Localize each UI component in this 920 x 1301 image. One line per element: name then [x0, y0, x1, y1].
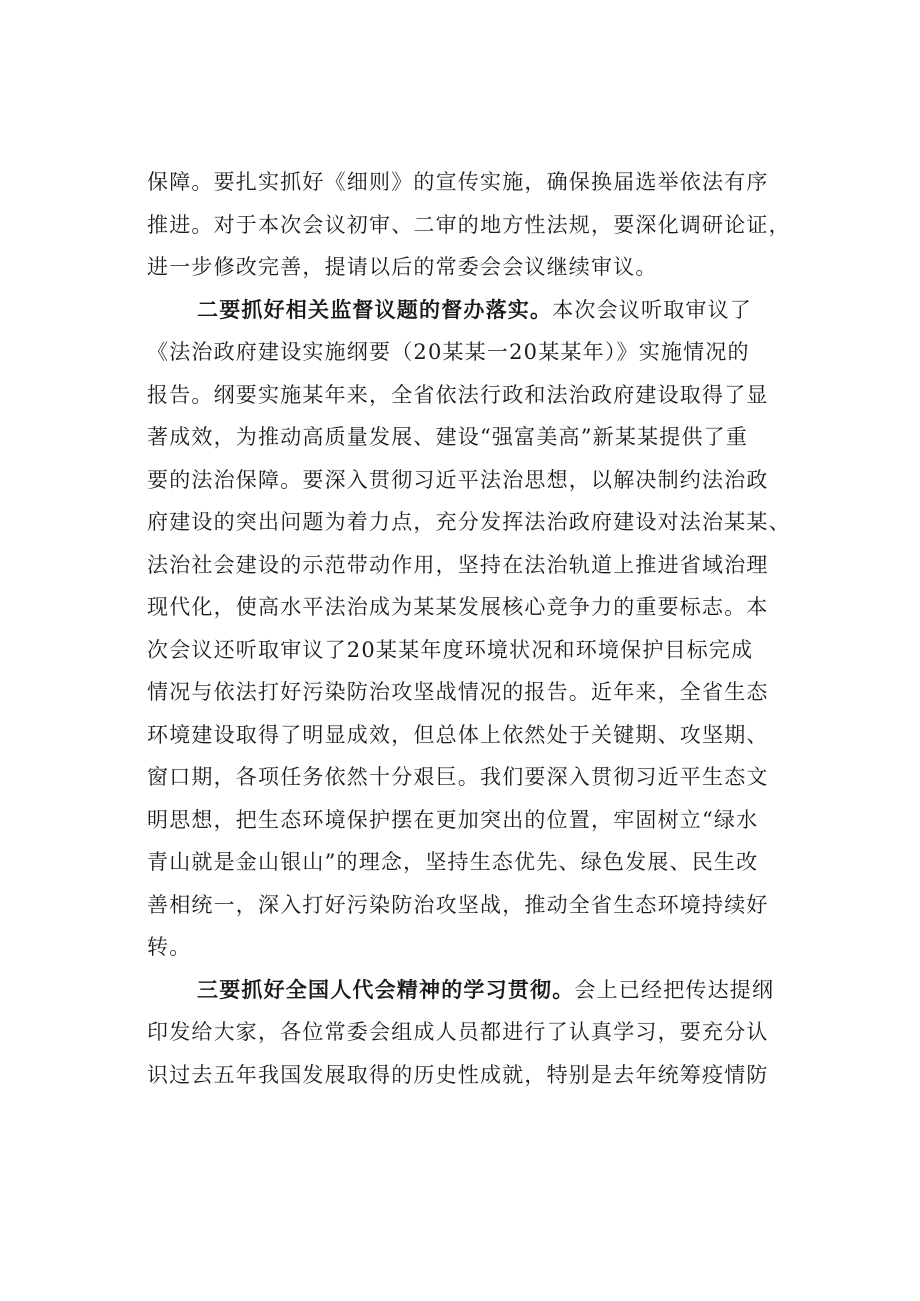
text-line: [147, 969, 807, 1012]
paragraph: [147, 161, 807, 289]
text-line: 著成效，为推动高质量发展、建设“强富美高”新某某提供了重: [147, 425, 749, 449]
text-line: 现代化，使高水平法治成为某某发展核心竞争力的重要标志。本: [147, 595, 769, 619]
paragraph-heading: 三要抓好全国人代会精神的学习贯彻。: [197, 976, 575, 1002]
document-body: [147, 161, 807, 1096]
text-line: 识过去五年我国发展取得的历史性成就，特别是去年统筹疫情防: [147, 1062, 769, 1087]
paragraph-heading: 二要抓好相关监督议题的督办落实。: [197, 296, 553, 322]
text-line: 报告。纲要实施某年来，全省依法行政和法治政府建设取得了显: [147, 382, 769, 407]
paragraph: [147, 289, 807, 969]
text-line: 青山就是金山银山”的理念，坚持生态优先、绿色发展、民生改: [147, 850, 759, 874]
text-run: 会上已经把传达提纲: [574, 977, 775, 1002]
text-line: 善相统一，深入打好污染防治攻坚战，推动全省生态环境持续好: [147, 892, 769, 917]
text-line: 次会议还听取审议了20某某年度环境状况和环境保护目标完成: [147, 637, 754, 662]
text-line: [147, 289, 807, 332]
text-line: 环境建设取得了明显成效，但总体上依然处于关键期、攻坚期、: [147, 722, 769, 747]
text-line: 保障。要扎实抓好《细则》的宣传实施，确保换届选举依法有序: [147, 170, 769, 194]
text-line: 明思想，把生态环境保护摆在更加突出的位置，牢固树立“绿水: [147, 807, 759, 832]
text-run: 本次会议听取审议了: [552, 297, 753, 322]
text-line: 情况与依法打好污染防治攻坚战情况的报告。近年来，全省生态: [147, 680, 769, 704]
paragraph: [147, 969, 807, 1097]
text-line: 印发给大家，各位常委会组成人员都进行了认真学习，要充分认: [147, 1020, 769, 1044]
text-line: 法治社会建设的示范带动作用，坚持在法治轨道上推进省域治理: [147, 552, 769, 577]
text-line: 《法治政府建设实施纲要（20某某一20某某年）》实施情况的: [147, 340, 750, 364]
text-line: 窗口期，各项任务依然十分艰巨。我们要深入贯彻习近平生态文: [147, 765, 769, 789]
text-line: 转。: [147, 935, 192, 959]
text-line: 府建设的突出问题为着力点，充分发挥法治政府建设对法治某某、: [147, 510, 791, 534]
text-line: 进一步修改完善，提请以后的常委会会议继续审议。: [147, 255, 658, 279]
text-line: 要的法治保障。要深入贯彻习近平法治思想，以解决制约法治政: [147, 467, 769, 492]
text-line: 推进。对于本次会议初审、二审的地方性法规，要深化调研论证，: [147, 212, 791, 237]
